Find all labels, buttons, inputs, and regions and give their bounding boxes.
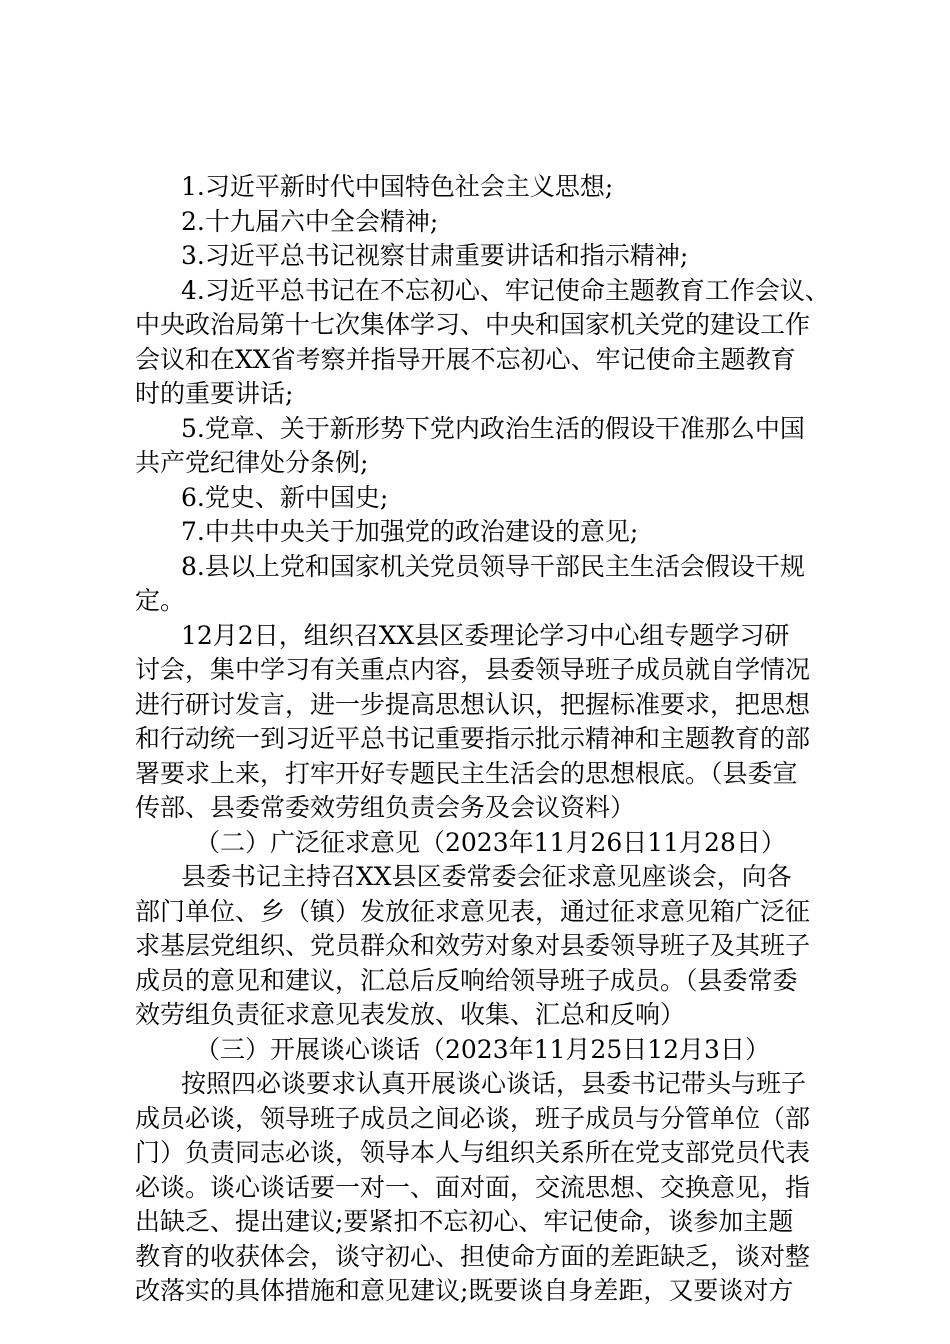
paragraph-line: 效劳组负责征求意见表发放、收集、汇总和反响）	[135, 1000, 686, 1029]
list-item-8: 8.县以上党和国家机关党员领导干部民主生活会假设干规	[181, 551, 805, 581]
paragraph-line: 门）负责同志必谈，领导本人与组织关系所在党支部党员代表	[135, 1138, 811, 1167]
paragraph-line: 求基层党组织、党员群众和效劳对象对县委领导班子及其班子	[135, 931, 811, 960]
list-item-4-cont: 中央政治局第十七次集体学习、中央和国家机关党的建设工作	[135, 310, 811, 339]
paragraph-line: 改落实的具体措施和意见建议;既要谈自身差距，又要谈对方	[135, 1276, 794, 1305]
list-item-2: 2.十九届六中全会精神;	[181, 206, 439, 236]
paragraph-line: 和行动统一到习近平总书记重要指示批示精神和主题教育的部	[135, 724, 811, 753]
list-item-8-cont: 定。	[135, 586, 186, 615]
list-item-3: 3.习近平总书记视察甘肃重要讲话和指示精神;	[181, 241, 689, 270]
paragraph-line: 按照四必谈要求认真开展谈心谈话，县委书记带头与班子	[181, 1069, 807, 1098]
list-item-6: 6.党史、新中国史;	[181, 482, 389, 512]
section-heading: （二）广泛征求意见（2023年11月26日11月28日）	[195, 827, 786, 857]
list-item-4-cont: 时的重要讲话;	[135, 379, 294, 408]
list-item-4: 4.习近平总书记在不忘初心、牢记使命主题教育工作会议、	[181, 275, 830, 305]
list-item-1: 1.习近平新时代中国特色社会主义思想;	[181, 172, 614, 201]
paragraph-line: 成员的意见和建议，汇总后反响给领导班子成员。（县委常委	[135, 965, 798, 995]
paragraph-line: 出缺乏、提出建议;要紧扣不忘初心、牢记使命，谈参加主题	[135, 1207, 794, 1236]
list-item-7: 7.中共中央关于加强党的政治建设的意见;	[181, 517, 639, 546]
document-body	[135, 170, 835, 1309]
list-item-5-cont: 共产党纪律处分条例;	[135, 448, 369, 477]
list-item-4-cont: 会议和在XX省考察并指导开展不忘初心、牢记使命主题教育	[135, 344, 796, 374]
list-item-5: 5.党章、关于新形势下党内政治生活的假设干准那么中国	[181, 413, 805, 443]
section-heading: （三）开展谈心谈话（2023年11月25日12月3日）	[195, 1034, 770, 1064]
paragraph-line: 传部、县委常委效劳组负责会务及会议资料）	[135, 793, 636, 822]
paragraph-line: 教育的收获体会，谈守初心、担使命方面的差距缺乏，谈对整	[135, 1241, 811, 1271]
paragraph-line: 部门单位、乡（镇）发放征求意见表，通过征求意见箱广泛征	[135, 896, 811, 926]
paragraph-line: 县委书记主持召XX县区委常委会征求意见座谈会，向各	[181, 862, 792, 891]
paragraph-line: 署要求上来，打牢开好专题民主生活会的思想根底。（县委宣	[135, 758, 798, 788]
paragraph-line: 进行研讨发言，进一步提高思想认识，把握标准要求，把思想	[135, 689, 811, 719]
paragraph-line: 讨会，集中学习有关重点内容，县委领导班子成员就自学情况	[135, 655, 811, 684]
paragraph-line: 12月2日，组织召XX县区委理论学习中心组专题学习研	[181, 620, 790, 650]
paragraph-line: 成员必谈，领导班子成员之间必谈，班子成员与分管单位（部	[135, 1103, 811, 1133]
paragraph-line: 必谈。谈心谈话要一对一、面对面，交流思想、交换意见，指	[135, 1172, 811, 1202]
